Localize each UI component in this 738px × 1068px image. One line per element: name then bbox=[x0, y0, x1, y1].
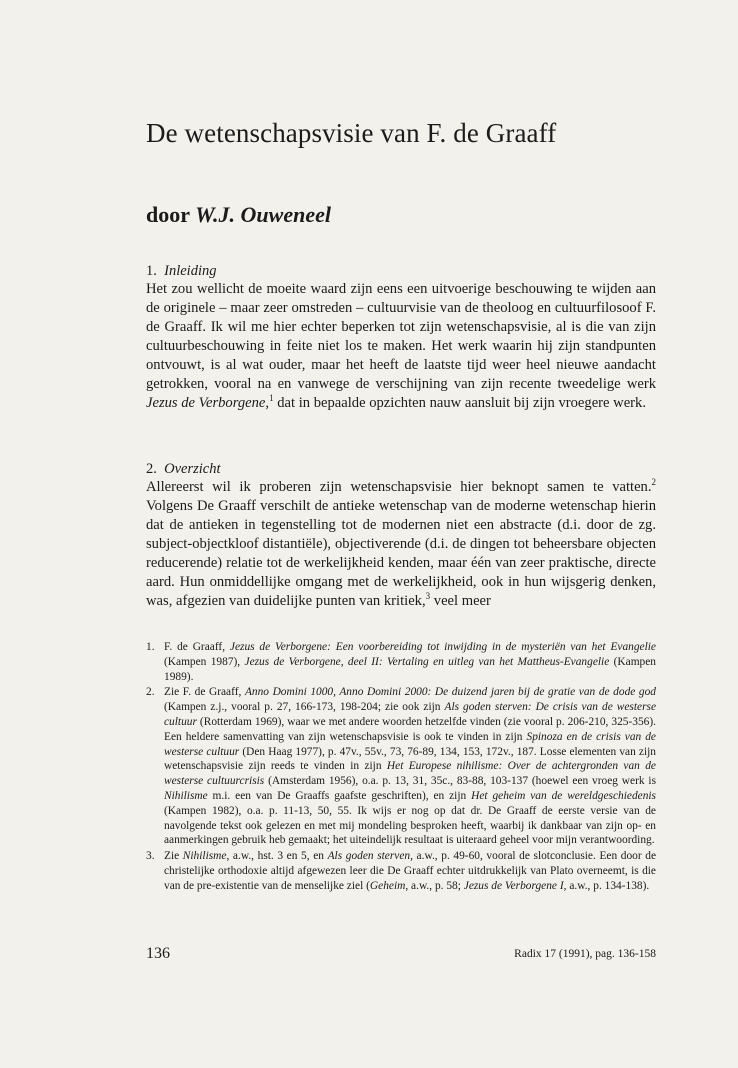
note-text: F. de Graaff, bbox=[164, 641, 230, 653]
paragraph-text: Volgens De Graaff verschilt de antieke wetenschap van de moderne wetenschap hierin dat de antieken in tegenstelling tot de modernen niet een abstracte (d.i. door de zg. subject-objectkloof distantiële), objectiverende (d.i. de dingen tot beheersbare objecten reducerende) relatie tot de werkelijkheid kenden, maar één van zeer praktische, directe aard. Hun onmiddellijke omgang met de werkelijkheid, ook in hun wijsgerig denken, was, afgezien van duidelijke punten van kritiek, bbox=[146, 498, 656, 609]
note-text: (Den Haag 1977), p. 47v., 55v., 73, 76-89, 134, 153, 172v., 187. Losse elementen van zijn wetenschapsvisie zijn reeds te vinden in zijn bbox=[164, 745, 656, 773]
footnote-number: 3. bbox=[146, 850, 155, 863]
note-text: , a.w., p. 49-60, vooral de slotconclusie. Een door de christelijke orthodoxie altijd afgewezen leer die De Graaff echter uitdrukkelijk van Plato overneemt, is die van de pre-existentie van de menselijke ziel ( bbox=[164, 850, 657, 892]
note-title: Het geheim van de wereldgeschiedenis bbox=[471, 789, 656, 802]
note-text: Zie F. de Graaff, bbox=[164, 686, 245, 699]
footnote-number: 1. bbox=[146, 641, 155, 653]
section-paragraph bbox=[146, 478, 656, 611]
footnote-ref[interactable]: 1 bbox=[269, 393, 274, 404]
journal-citation: Radix 17 (1991), pag. 136-158 bbox=[514, 948, 656, 960]
footnote-1 bbox=[146, 640, 656, 684]
note-text: (Amsterdam 1956), o.a. p. 13, 31, 35c., 83-88, 103-137 (hoewel een vroeg werk is bbox=[264, 775, 657, 788]
note-text: m.i. een van De Graaffs gaafste geschriften), en zijn bbox=[207, 789, 472, 802]
section-paragraph bbox=[146, 280, 656, 413]
note-title: Nihilisme bbox=[182, 850, 227, 863]
note-title: Spinoza en de crisis van de westerse cultuur bbox=[164, 730, 656, 758]
page-footer bbox=[146, 945, 656, 965]
section-title: Overzicht bbox=[164, 461, 221, 477]
section-number: 1. bbox=[146, 263, 157, 279]
footnote-2 bbox=[146, 685, 656, 848]
note-text: Zie bbox=[164, 850, 183, 863]
footnote-3 bbox=[146, 849, 656, 893]
author-prefix: door bbox=[146, 202, 190, 227]
note-text: (Rotterdam 1969), waar we met andere woorden hetzelfde vinden (zie vooral p. 206-210, 325-356). Een heldere samenvatting van zijn wetenschapsvisie is ook te vinden in zijn bbox=[164, 715, 656, 743]
note-title: Het Europese nihilisme: Over de achtergronden van de westerse cultuurcrisis bbox=[164, 760, 656, 788]
section-heading bbox=[146, 262, 656, 280]
work-title: Jezus de Verborgene bbox=[146, 395, 266, 411]
footnote-ref[interactable]: 3 bbox=[425, 591, 431, 602]
note-text: , a.w., p. 58; bbox=[405, 879, 464, 892]
note-title: Als goden sterven bbox=[327, 850, 411, 863]
section-inleiding bbox=[146, 262, 656, 413]
note-text: , a.w., p. 134-138). bbox=[563, 879, 650, 892]
note-text: (Kampen 1987), bbox=[164, 655, 245, 668]
section-overzicht bbox=[146, 460, 656, 611]
note-text: (Kampen 1982), o.a. p. 11-13, 50, 55. Ik wijs er nog op dat dr. De Graaff de eerste versie van de navolgende tekst ook gelezen en met mij mondeling besproken heeft, waarbij ik dankbaar van zijn op- en aanmerkingen gebruik heb gemaakt; het uiteindelijk resultaat is uiteraard geheel voor mijn verantwoording. bbox=[164, 804, 656, 847]
note-title: Jezus de Verborgene: Een voorbereiding tot inwijding in de mysteriën van het Evangelie bbox=[229, 641, 656, 653]
note-title: Geheim bbox=[369, 879, 406, 892]
footnote-ref[interactable]: 2 bbox=[651, 477, 656, 488]
note-title: Nihilisme bbox=[164, 789, 208, 802]
author-line bbox=[146, 202, 331, 228]
note-text: (Kampen z.j., vooral p. 27, 166-173, 198-204; zie ook zijn bbox=[164, 701, 445, 714]
page-number: 136 bbox=[146, 945, 170, 962]
paragraph-text: dat in bepaalde opzichten nauw aansluit bij zijn vroegere werk. bbox=[273, 395, 646, 411]
note-title: Jezus de Verborgene I bbox=[463, 879, 564, 892]
footnote-number: 2. bbox=[146, 686, 155, 699]
section-title: Inleiding bbox=[164, 263, 217, 279]
note-text: , a.w., hst. 3 en 5, en bbox=[226, 850, 328, 863]
paragraph-text: Het zou wellicht de moeite waard zijn eens een uitvoerige beschouwing te wijden aan de originele – maar zeer omstreden – cultuurvisie van de theoloog en cultuurfilosoof F. de Graaff. Ik wil me hier echter beperken tot zijn wetenschapsvisie, al is die van zijn cultuurbeschouwing in feite niet los te maken. Het werk waarin hij zijn standpunten ontvouwt, is al wat ouder, maar het heeft de laatste tijd weer heel nieuwe aandacht getrokken, vooral na en vanwege de verschijning van zijn recente tweedelige werk bbox=[146, 281, 656, 392]
section-heading bbox=[146, 460, 656, 478]
note-title: Jezus de Verborgene, deel II: Vertaling en uitleg van het Mattheus-Evangelie bbox=[244, 655, 610, 668]
section-number: 2. bbox=[146, 461, 157, 477]
article-title: De wetenschapsvisie van F. de Graaff bbox=[146, 118, 557, 148]
paragraph-text: veel meer bbox=[430, 593, 491, 609]
note-title: Als goden sterven: De crisis van de westerse cultuur bbox=[164, 701, 656, 728]
punctuation: , bbox=[265, 395, 270, 411]
paragraph-text: Allereerst wil ik proberen zijn wetenschapsvisie hier beknopt samen te vatten. bbox=[146, 479, 652, 495]
note-title: Anno Domini 1000, Anno Domini 2000: De duizend jaren bij de gratie van de dode god bbox=[244, 686, 657, 699]
note-text: (Kampen 1989). bbox=[164, 655, 656, 683]
footnotes bbox=[146, 640, 656, 895]
author-name: W.J. Ouweneel bbox=[195, 202, 331, 227]
